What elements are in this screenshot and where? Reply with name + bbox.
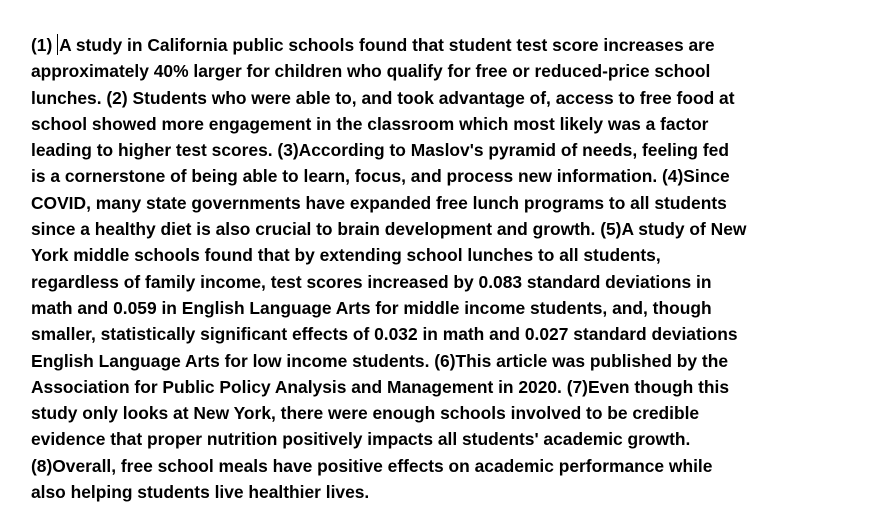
text-line: math and 0.059 in English Language Arts for middle income students, and, though: [31, 297, 712, 318]
text-line: Association for Public Policy Analysis and Management in 2020. (7)Even though this: [31, 376, 730, 397]
text-segment: (1): [31, 35, 58, 55]
text-line: is a cornerstone of being able to learn, focus, and process new information. (4)Since: [31, 166, 730, 187]
text-line: (8)Overall, free school meals have positive effects on academic performance while: [31, 455, 713, 476]
text-line: English Language Arts for low income students. (6)This article was published by the: [31, 350, 729, 371]
text-line: study only looks at New York, there were enough schools involved to be credible: [31, 403, 700, 424]
text-line: leading to higher test scores. (3)According to Maslov's pyramid of needs, feeling fed: [31, 140, 729, 161]
text-line: [31, 32, 876, 58]
text-line: since a healthy diet is also crucial to brain development and growth. (5)A study of New: [31, 219, 747, 240]
text-line: COVID, many state governments have expanded free lunch programs to all students: [31, 192, 727, 213]
text-line: also helping students live healthier lives.: [31, 482, 370, 503]
text-line: regardless of family income, test scores increased by 0.083 standard deviations in: [31, 271, 712, 292]
text-line: lunches. (2) Students who were able to, and took advantage of, access to free food at: [31, 87, 735, 108]
text-cursor: [57, 34, 58, 55]
text-line: York middle schools found that by extending school lunches to all students,: [31, 245, 661, 266]
text-line: evidence that proper nutrition positively impacts all students' academic growth.: [31, 429, 691, 450]
text-segment: A study in California public schools found that student test score increases are: [59, 35, 715, 55]
paragraph[interactable]: [31, 32, 876, 505]
text-line: approximately 40% larger for children who qualify for free or reduced-price school: [31, 61, 711, 82]
text-line: smaller, statistically significant effects of 0.032 in math and 0.027 standard deviations: [31, 324, 738, 345]
text-line: school showed more engagement in the classroom which most likely was a factor: [31, 113, 709, 134]
